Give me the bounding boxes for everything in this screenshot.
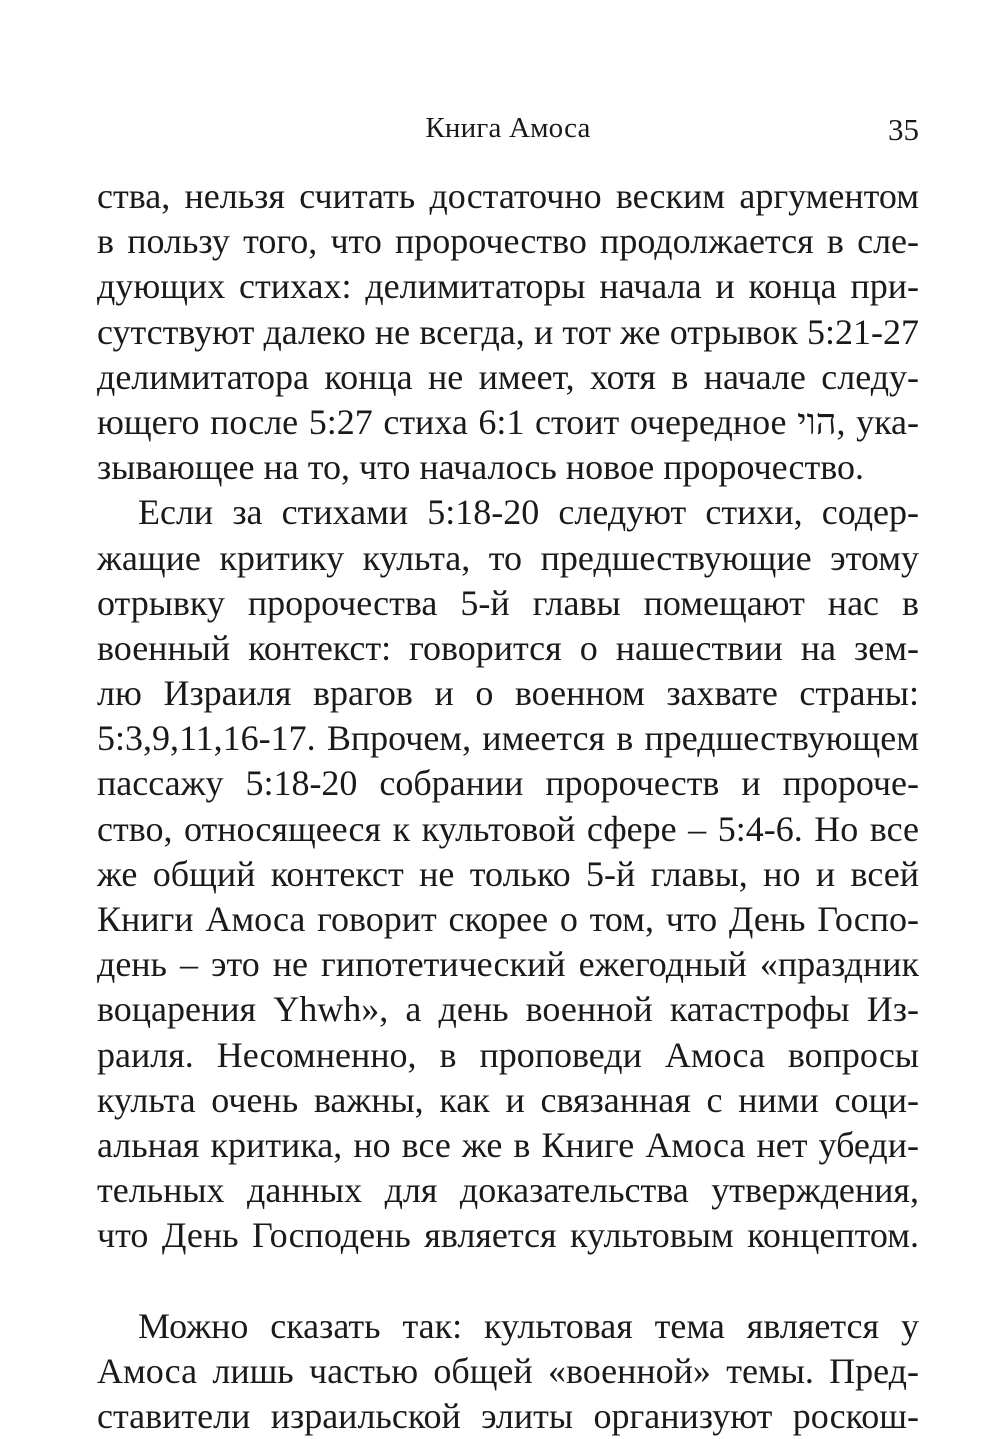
running-title: Книга Амоса (425, 112, 591, 144)
text-line: воцарения Yhwh», а день военной катастрофы Из- (97, 989, 919, 1030)
text-line: пассажу 5:18-20 собрании пророчеств и пророче- (97, 763, 919, 804)
text-line: тельных данных для доказательства утверждения, (97, 1170, 919, 1211)
text-line: в пользу того, что пророчество продолжается в сле- (97, 221, 919, 262)
paragraph (97, 1304, 919, 1439)
text-line: же общий контекст не только 5-й главы, но и всей (97, 853, 919, 894)
paragraph (97, 174, 919, 490)
text-line: ставители израильской элиты организуют роскош- (97, 1396, 919, 1437)
text-line: военный контекст: говорится о нашествии на зем- (97, 627, 919, 668)
text-line: лю Израиля врагов и о военном захвате страны: (97, 673, 919, 714)
text-line: ства, нельзя считать достаточно веским аргументом (97, 176, 919, 216)
paragraph (97, 490, 919, 1303)
text-line: ство, относящееся к культовой сфере – 5:4-6. Но все (97, 808, 919, 849)
text-line: Можно сказать так: культовая тема является у (138, 1305, 919, 1346)
text-line (97, 1259, 919, 1304)
text-line: Амоса лишь частью общей «военной» темы. Пред- (97, 1350, 919, 1391)
text-line: дующих стихах: делимитаторы начала и конца при- (97, 266, 919, 307)
text-line: делимитатора конца не имеет, хотя в начале следу- (97, 356, 919, 397)
text-line: день – это не гипотетический ежегодный «праздник (97, 944, 919, 985)
text-line: 5:3,9,11,16-17. Впрочем, имеется в предшествующем (97, 718, 919, 759)
text-line: ющего после 5:27 стиха 6:1 стоит очередное הוי, ука- (97, 401, 919, 442)
text-line: альная критика, но все же в Книге Амоса нет убеди- (97, 1124, 919, 1165)
page-number: 35 (888, 112, 919, 147)
text-line: зывающее на то, что началось новое пророчество. (97, 447, 865, 488)
text-line: культа очень важны, как и связанная с ними соци- (97, 1079, 919, 1120)
text-line: жащие критику культа, то предшествующие этому (97, 537, 919, 578)
text-line: сутствуют далеко не всегда, и тот же отрывок 5:21-27 (97, 311, 919, 352)
text-line: раиля. Несомненно, в проповеди Амоса вопросы (97, 1034, 919, 1075)
text-line: отрывку пророчества 5-й главы помещают нас в (97, 582, 919, 623)
text-line: что День Господень является культовым концептом. (97, 1215, 919, 1256)
page-header (97, 112, 919, 152)
text-line: Книги Амоса говорит скорее о том, что День Госпо- (97, 899, 919, 939)
body-text (97, 174, 919, 1439)
text-line: Если за стихами 5:18-20 следуют стихи, содер- (138, 492, 919, 533)
